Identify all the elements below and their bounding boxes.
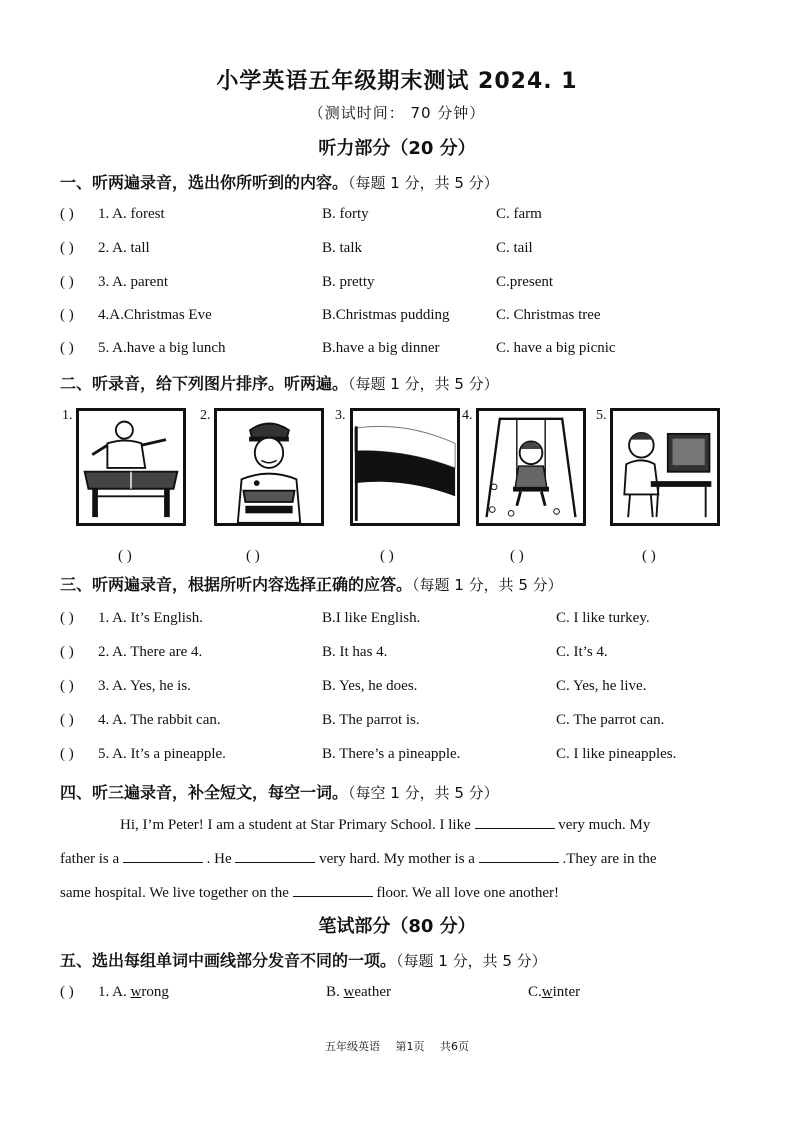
option-b: B. There’s a pineapple. <box>322 746 461 762</box>
page-footer <box>0 1038 794 1054</box>
section-2-points: （每题 1 分，共 5 分） <box>348 375 499 393</box>
footer-total: 共6页 <box>440 1040 469 1053</box>
option-b: B. talk <box>322 240 362 256</box>
picture-answer[interactable]: ( ) <box>118 548 132 564</box>
option-c: C. farm <box>496 206 542 222</box>
cloze-text: .They are in the <box>562 851 657 867</box>
s3-question-5 <box>60 746 760 770</box>
section-1-title: 一、听两遍录音，选出你所听到的内容。 <box>60 173 349 192</box>
s1-question-4 <box>60 307 760 331</box>
underlined-letter: w <box>541 984 553 1000</box>
picture-answer[interactable]: ( ) <box>380 548 394 564</box>
picture-number: 3. <box>335 408 346 423</box>
cloze-line-3 <box>60 876 720 910</box>
option-b: B. It has 4. <box>322 644 388 660</box>
s3-question-1 <box>60 610 760 634</box>
option-c: C.present <box>496 274 554 290</box>
option-a: 1. A. wrong <box>98 984 169 1000</box>
cloze-text: Hi, I’m Peter! I am a student at Star Primary School. I like <box>120 817 471 833</box>
exam-duration: （测试时间： 70 分钟） <box>308 104 486 122</box>
cloze-text: same hospital. We live together on the <box>60 885 289 901</box>
section-4-points: （每空 1 分，共 5 分） <box>348 784 499 802</box>
option-b: B. forty <box>322 206 369 222</box>
answer-paren[interactable]: ( ) <box>60 307 74 323</box>
option-b: B. pretty <box>322 274 375 290</box>
section-5-title: 五、选出每组单词中画线部分发音不同的一项。 <box>60 951 397 970</box>
cloze-text: very hard. My mother is a <box>319 851 475 867</box>
cloze-passage <box>60 808 720 910</box>
option-b: B.I like English. <box>322 610 421 626</box>
answer-paren[interactable]: ( ) <box>60 984 74 1000</box>
picture-number: 1. <box>62 408 73 423</box>
answer-paren[interactable]: ( ) <box>60 644 74 660</box>
answer-paren[interactable]: ( ) <box>60 712 74 728</box>
section-2-title: 二、听录音，给下列图片排序。听两遍。 <box>60 374 349 393</box>
option-c: C. have a big picnic <box>496 340 616 356</box>
option-a: 4.A.Christmas Eve <box>98 307 212 323</box>
answer-paren[interactable]: ( ) <box>60 240 74 256</box>
footer-subject: 五年级英语 <box>325 1040 380 1053</box>
exam-title: 小学英语五年级期末测试 2024. 1 <box>216 69 578 94</box>
option-a: 2. A. There are 4. <box>98 644 203 660</box>
section-5-points: （每题 1 分，共 5 分） <box>396 952 547 970</box>
blank-3[interactable] <box>235 848 315 863</box>
s1-question-2 <box>60 240 760 264</box>
computer-user-icon <box>610 408 720 526</box>
option-c: C. The parrot can. <box>556 712 665 728</box>
option-c: C. It’s 4. <box>556 644 608 660</box>
section-1-heading <box>60 170 499 193</box>
answer-paren[interactable]: ( ) <box>60 678 74 694</box>
s1-question-5 <box>60 340 760 364</box>
answer-paren[interactable]: ( ) <box>60 746 74 762</box>
blank-5[interactable] <box>293 882 373 897</box>
section-2-heading <box>60 371 499 394</box>
picture-number: 2. <box>200 408 211 423</box>
picture-answer[interactable]: ( ) <box>246 548 260 564</box>
option-c: C. tail <box>496 240 533 256</box>
section-4-title: 四、听三遍录音，补全短文，每空一词。 <box>60 783 349 802</box>
picture-answer[interactable]: ( ) <box>510 548 524 564</box>
option-c: C.winter <box>528 984 581 1000</box>
swing-icon <box>476 408 586 526</box>
section-1-points: （每题 1 分，共 5 分） <box>348 174 499 192</box>
listening-part-title: 听力部分（20 分） <box>318 138 476 159</box>
section-3-points: （每题 1 分，共 5 分） <box>412 576 563 594</box>
section-3-heading <box>60 572 563 595</box>
cloze-text: . He <box>206 851 232 867</box>
underlined-letter: w <box>343 984 355 1000</box>
option-a: 1. A. forest <box>98 206 165 222</box>
option-b: B.have a big dinner <box>322 340 440 356</box>
answer-paren[interactable]: ( ) <box>60 274 74 290</box>
blank-1[interactable] <box>475 814 555 829</box>
option-a: 4. A. The rabbit can. <box>98 712 221 728</box>
cloze-text: very much. My <box>558 817 651 833</box>
s1-question-1 <box>60 206 760 230</box>
option-b: B. weather <box>326 984 391 1000</box>
cloze-text: floor. We all love one another! <box>376 885 559 901</box>
option-a: 3. A. Yes, he is. <box>98 678 191 694</box>
blank-4[interactable] <box>479 848 559 863</box>
flag-icon <box>350 408 460 526</box>
underlined-letter: w <box>130 984 142 1000</box>
option-b: B.Christmas pudding <box>322 307 450 323</box>
s1-question-3 <box>60 274 760 298</box>
section-5-heading <box>60 948 547 971</box>
section-4-heading <box>60 780 499 803</box>
option-b: B. Yes, he does. <box>322 678 418 694</box>
picture-row <box>60 408 760 568</box>
ping-pong-icon <box>76 408 186 526</box>
footer-page: 第1页 <box>395 1040 425 1053</box>
option-a: 1. A. It’s English. <box>98 610 204 626</box>
option-a: 2. A. tall <box>98 240 150 256</box>
picture-answer[interactable]: ( ) <box>642 548 656 564</box>
option-c: C. I like pineapples. <box>556 746 677 762</box>
option-a: 3. A. parent <box>98 274 168 290</box>
cloze-line-1 <box>60 808 720 842</box>
cloze-text: father is a <box>60 851 120 867</box>
picture-number: 4. <box>462 408 473 423</box>
s5-question-1 <box>60 984 760 1008</box>
section-3-title: 三、听两遍录音，根据所听内容选择正确的应答。 <box>60 575 413 594</box>
s3-question-3 <box>60 678 760 702</box>
option-a: 5. A.have a big lunch <box>98 340 226 356</box>
option-c: C. Yes, he live. <box>556 678 647 694</box>
option-b: B. The parrot is. <box>322 712 420 728</box>
cloze-line-2 <box>60 842 720 876</box>
writing-part-title: 笔试部分（80 分） <box>318 916 476 937</box>
option-a: 5. A. It’s a pineapple. <box>98 746 226 762</box>
option-c: C. I like turkey. <box>556 610 650 626</box>
s3-question-2 <box>60 644 760 668</box>
answer-paren[interactable]: ( ) <box>60 340 74 356</box>
picture-number: 5. <box>596 408 607 423</box>
option-c: C. Christmas tree <box>496 307 601 323</box>
policeman-icon <box>214 408 324 526</box>
answer-paren[interactable]: ( ) <box>60 206 74 222</box>
blank-2[interactable] <box>123 848 203 863</box>
s3-question-4 <box>60 712 760 736</box>
answer-paren[interactable]: ( ) <box>60 610 74 626</box>
